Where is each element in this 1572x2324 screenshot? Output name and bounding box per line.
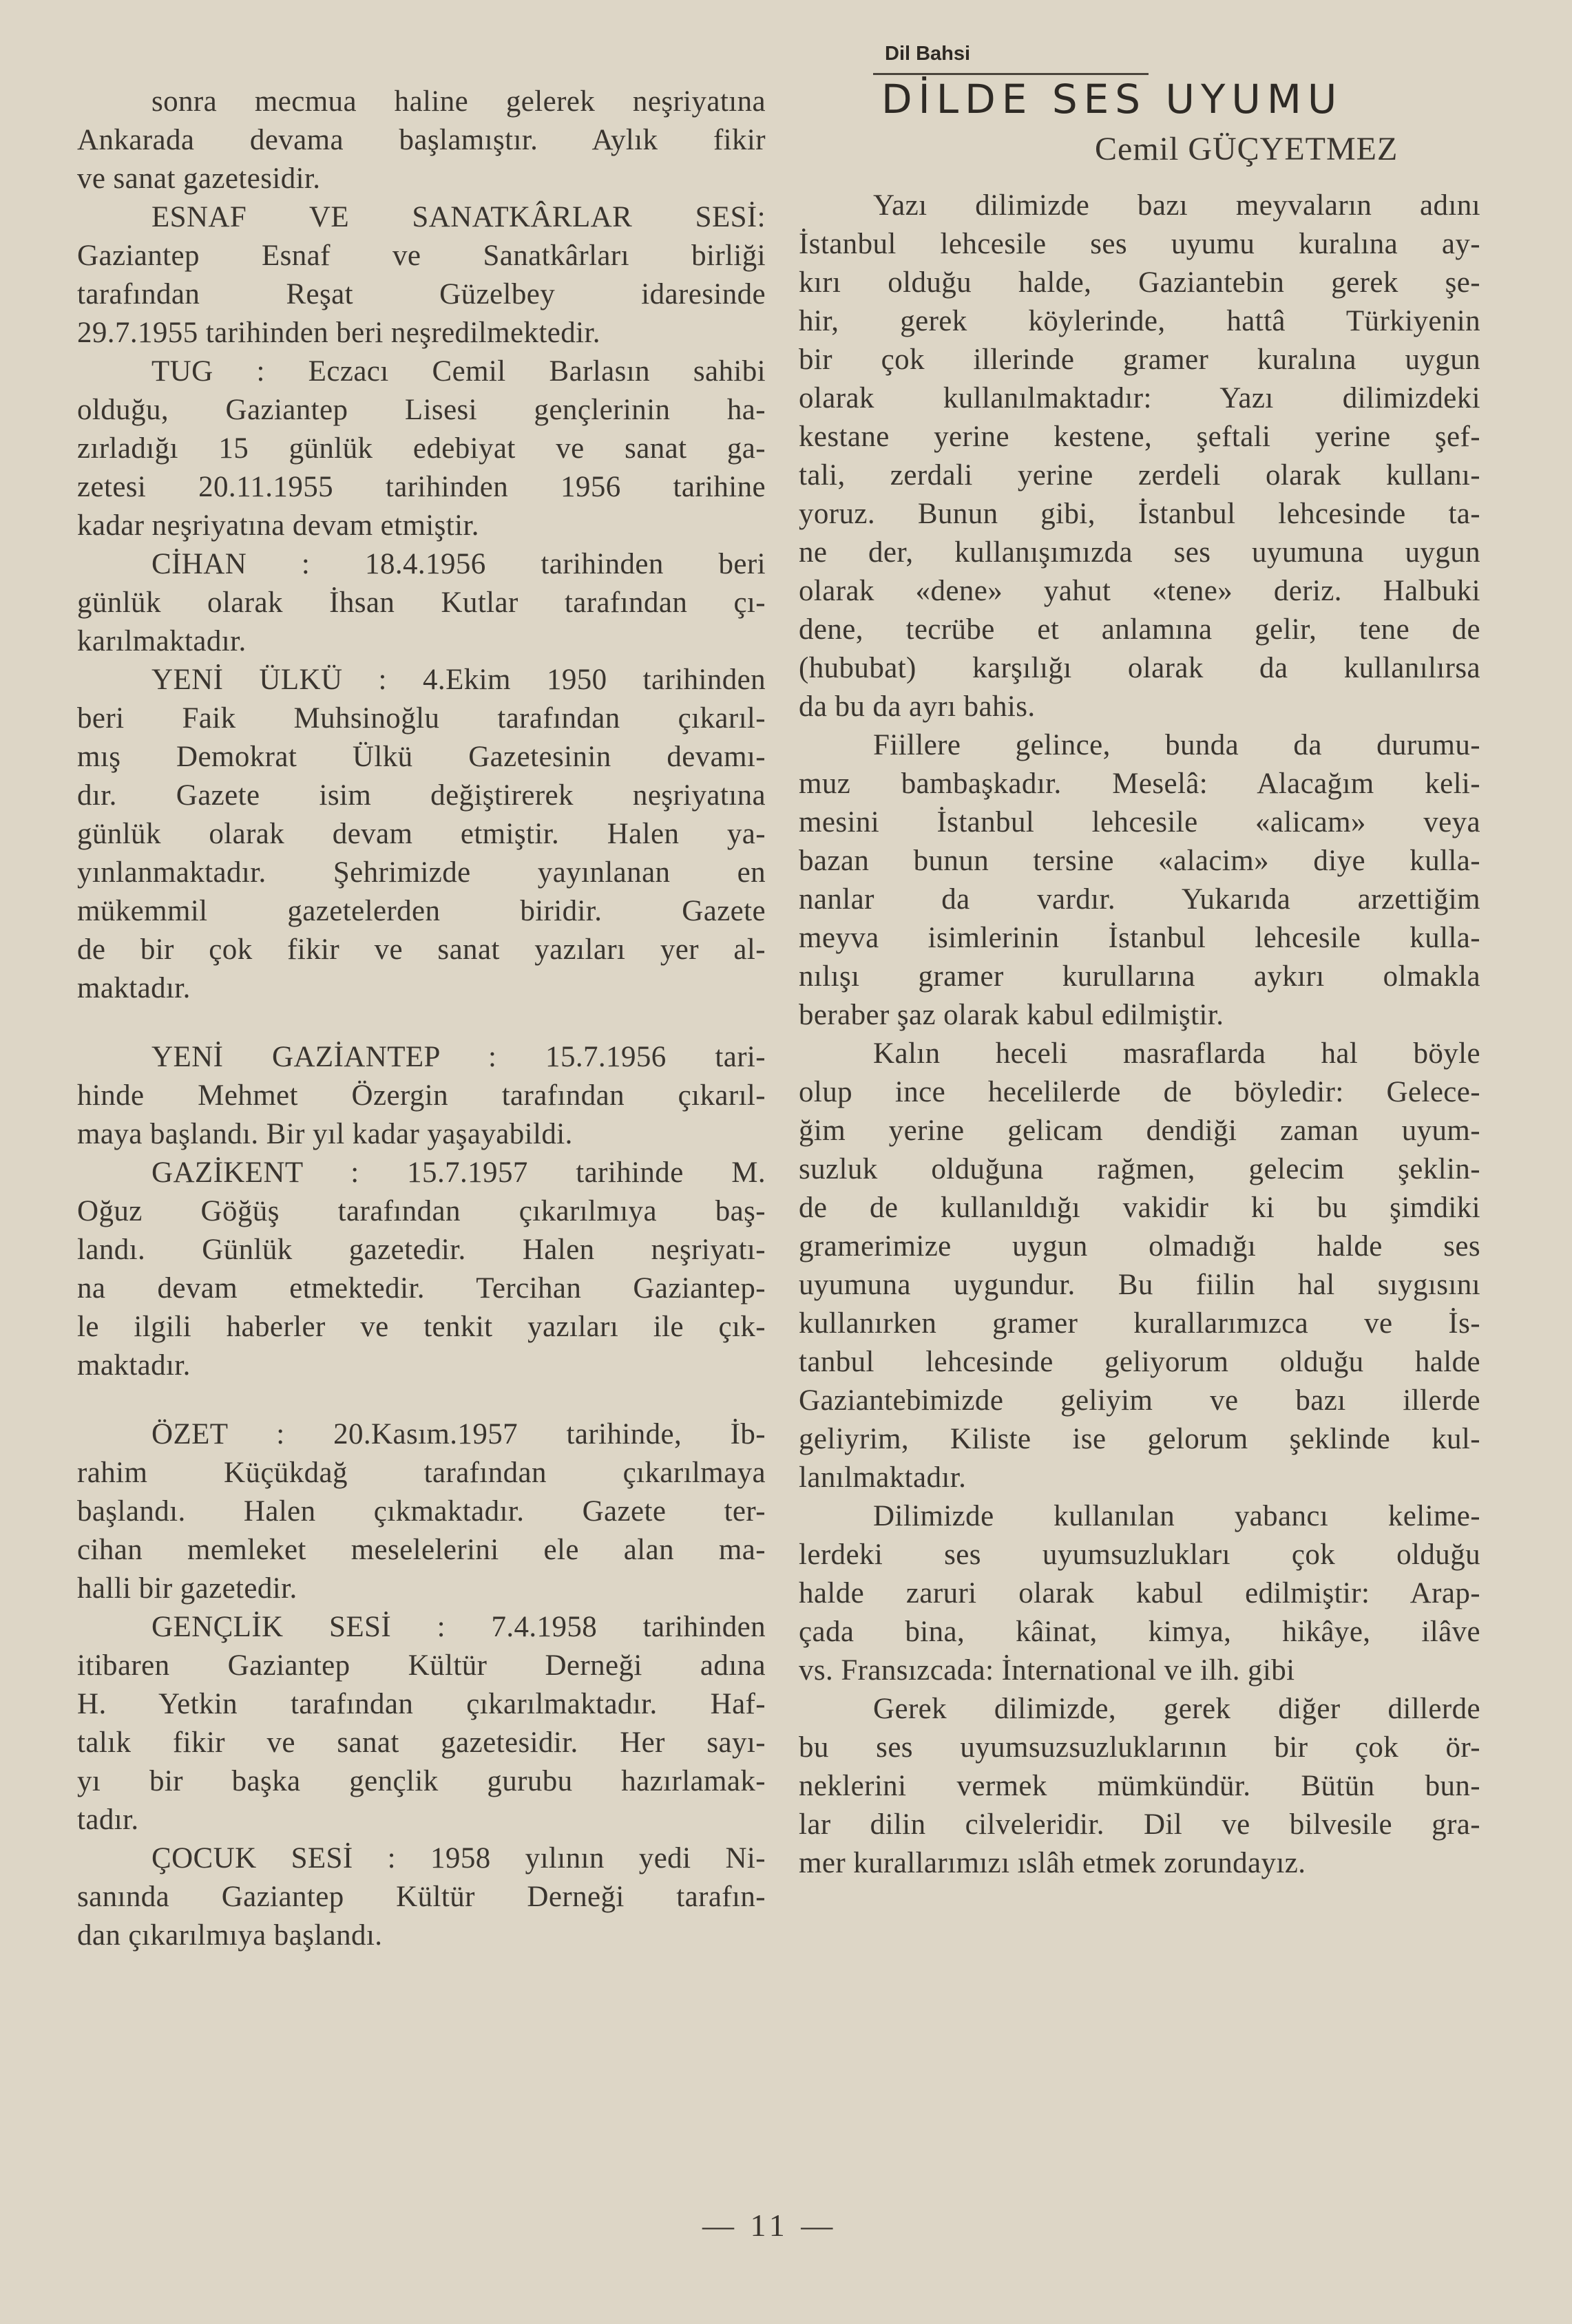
text-line: YENİ GAZİANTEP : 15.7.1956 tari-: [151, 1041, 766, 1073]
paragraph-gap: [77, 1385, 766, 1415]
text-line: GAZİKENT : 15.7.1957 tarihinde M.: [151, 1156, 766, 1189]
paragraph: [77, 1415, 766, 1608]
text-line: GENÇLİK SESİ : 7.4.1958 tarihinden: [151, 1611, 766, 1643]
text-line: dene, tecrübe et anlamına gelir, tene de: [799, 613, 1480, 646]
text-line: na devam etmektedir. Tercihan Gaziantep-: [77, 1272, 766, 1304]
text-line: ÖZET : 20.Kasım.1957 tarihinde, İb-: [151, 1418, 766, 1450]
paragraph: [77, 198, 766, 352]
text-line: lerdeki ses uyumsuzlukları çok olduğu: [799, 1539, 1480, 1571]
text-line: olduğu, Gaziantep Lisesi gençlerinin ha-: [77, 394, 766, 426]
text-line: de bir çok fikir ve sanat yazıları yer al-: [77, 933, 766, 966]
text-line: karılmaktadır.: [77, 625, 247, 657]
text-line: dan çıkarılmıya başlandı.: [77, 1919, 383, 1952]
text-line: nanlar da vardır. Yukarıda arzettiğim: [799, 883, 1480, 916]
text-line: yı bir başka gençlik gurubu hazırlamak-: [77, 1765, 766, 1797]
text-line: sonra mecmua haline gelerek neşriyatına: [151, 85, 766, 118]
paragraph: [77, 1839, 766, 1955]
text-line: bazan bunun tersine «alacim» diye kulla-: [799, 845, 1480, 877]
text-line: Gerek dilimizde, gerek diğer dillerde: [873, 1693, 1480, 1725]
text-line: olarak kullanılmaktadır: Yazı dilimizdeki: [799, 382, 1480, 414]
page-number: — 11 —: [702, 2208, 837, 2243]
text-line: sanında Gaziantep Kültür Derneği tarafın-: [77, 1881, 766, 1913]
text-line: zırladığı 15 günlük edebiyat ve sanat ga-: [77, 432, 766, 465]
section-label: Dil Bahsi: [885, 43, 971, 65]
text-line: kestane yerine kestene, şeftali yerine şef-: [799, 421, 1480, 453]
text-line: geliyrim, Kiliste ise gelorum şeklinde kul-: [799, 1423, 1480, 1455]
article-headline: DİLDE SES UYUMU: [881, 76, 1343, 123]
text-line: Dilimizde kullanılan yabancı kelime-: [873, 1500, 1480, 1532]
text-line: nılışı gramer kurullarına aykırı olmakla: [799, 960, 1480, 993]
text-line: de de kullanıldığı vakidir ki bu şimdiki: [799, 1192, 1480, 1224]
text-line: olup ince hecelilerde de böyledir: Gelece-: [799, 1076, 1480, 1108]
article-author: Cemil GÜÇYETMEZ: [1095, 131, 1398, 167]
text-line: hinde Mehmet Özergin tarafından çıkarıl-: [77, 1079, 766, 1112]
text-line: Gaziantep Esnaf ve Sanatkârları birliği: [77, 240, 766, 272]
text-line: itibaren Gaziantep Kültür Derneği adına: [77, 1649, 766, 1682]
text-line: kırı olduğu halde, Gaziantebin gerek şe-: [799, 266, 1480, 299]
text-line: Yazı dilimizde bazı meyvaların adını: [873, 189, 1480, 222]
text-line: talık fikir ve sanat gazetesidir. Her sayı-: [77, 1726, 766, 1759]
text-line: lar dilin cilveleridir. Dil ve bilvesile gra-: [799, 1808, 1480, 1841]
text-line: neklerini vermek mümkündür. Bütün bun-: [799, 1770, 1480, 1802]
text-line: tanbul lehcesinde geliyorum olduğu halde: [799, 1346, 1480, 1378]
text-line: dır. Gazete isim değiştirerek neşriyatına: [77, 779, 766, 812]
text-line: muz bambaşkadır. Meselâ: Alacağım keli-: [799, 768, 1480, 800]
text-line: lanılmaktadır.: [799, 1461, 967, 1494]
text-line: halli bir gazetedir.: [77, 1572, 297, 1605]
text-line: ve sanat gazetesidir.: [77, 162, 321, 195]
text-line: kadar neşriyatına devam etmiştir.: [77, 509, 479, 542]
paragraph: [799, 1035, 1480, 1497]
text-line: beri Faik Muhsinoğlu tarafından çıkarıl-: [77, 702, 766, 735]
paragraph: [77, 1038, 766, 1154]
right-column: [799, 41, 1480, 1883]
text-line: ÇOCUK SESİ : 1958 yılının yedi Ni-: [151, 1842, 766, 1874]
text-line: Gaziantebimizde geliyim ve bazı illerde: [799, 1384, 1480, 1417]
text-line: Fiillere gelince, bunda da durumu-: [873, 729, 1480, 761]
text-line: olarak «dene» yahut «tene» deriz. Halbuki: [799, 575, 1480, 607]
text-line: yınlanmaktadır. Şehrimizde yayınlanan en: [77, 856, 766, 889]
text-line: yoruz. Bunun gibi, İstanbul lehcesinde ta-: [799, 498, 1480, 530]
text-line: Ankarada devama başlamıştır. Aylık fikir: [77, 124, 766, 156]
text-line: maktadır.: [77, 972, 191, 1004]
text-line: YENİ ÜLKÜ : 4.Ekim 1950 tarihinden: [151, 664, 766, 696]
paragraph: [77, 1154, 766, 1385]
text-line: le ilgili haberler ve tenkit yazıları ile çık-: [77, 1311, 766, 1343]
paragraph: [799, 1497, 1480, 1690]
text-line: H. Yetkin tarafından çıkarılmaktadır. Haf-: [77, 1688, 766, 1720]
text-line: bu ses uyumsuzsuzluklarının bir çok ör-: [799, 1731, 1480, 1764]
text-line: halde zaruri olarak kabul edilmiştir: Arap-: [799, 1577, 1480, 1609]
text-line: rahim Küçükdağ tarafından çıkarılmaya: [77, 1457, 766, 1489]
text-line: (hububat) karşılığı olarak da kullanılırsa: [799, 652, 1480, 684]
paragraph: [77, 661, 766, 1008]
paragraph: [799, 726, 1480, 1035]
text-line: maktadır.: [77, 1349, 191, 1382]
text-line: bir çok illerinde gramer kuralına uygun: [799, 344, 1480, 376]
paragraph: [799, 187, 1480, 726]
text-line: ğim yerine gelicam dendiği zaman uyum-: [799, 1115, 1480, 1147]
text-line: landı. Günlük gazetedir. Halen neşriyatı-: [77, 1234, 766, 1266]
text-line: tali, zerdali yerine zerdeli olarak kullanı-: [799, 459, 1480, 492]
text-line: vs. Fransızcada: İnternational ve ilh. gibi: [799, 1654, 1295, 1687]
paragraph: [77, 1608, 766, 1839]
text-line: mesini İstanbul lehcesile «alicam» veya: [799, 806, 1480, 838]
left-column: [77, 83, 766, 1955]
text-line: 29.7.1955 tarihinden beri neşredilmektedir.: [77, 317, 600, 349]
text-line: meyva isimlerinin İstanbul lehcesile kulla-: [799, 922, 1480, 954]
text-line: uyumuna uygundur. Bu fiilin hal sıygısını: [799, 1269, 1480, 1301]
text-line: mükemmil gazetelerden biridir. Gazete: [77, 895, 766, 927]
paragraph: [77, 352, 766, 545]
text-line: TUG : Eczacı Cemil Barlasın sahibi: [151, 355, 766, 388]
article-body: [799, 187, 1480, 1883]
paragraph: [799, 1690, 1480, 1883]
text-line: ESNAF VE SANATKÂRLAR SESİ:: [151, 201, 766, 233]
text-line: gramerimize uygun olmadığı halde ses: [799, 1230, 1480, 1263]
text-line: tadır.: [77, 1804, 139, 1836]
paragraph: [77, 83, 766, 198]
text-line: günlük olarak İhsan Kutlar tarafından çı-: [77, 587, 766, 619]
text-line: CİHAN : 18.4.1956 tarihinden beri: [151, 548, 766, 580]
text-line: başlandı. Halen çıkmaktadır. Gazete ter-: [77, 1495, 766, 1528]
text-line: kullanırken gramer kurallarımızca ve İs-: [799, 1307, 1480, 1340]
text-line: maya başlandı. Bir yıl kadar yaşayabildi.: [77, 1118, 573, 1150]
text-line: Kalın heceli masraflarda hal böyle: [873, 1037, 1480, 1070]
text-line: mış Demokrat Ülkü Gazetesinin devamı-: [77, 741, 766, 773]
text-line: cihan memleket meselelerini ele alan ma-: [77, 1534, 766, 1566]
text-line: suzluk olduğuna rağmen, gelecim şeklin-: [799, 1153, 1480, 1185]
text-line: mer kurallarımızı ıslâh etmek zorundayız.: [799, 1847, 1306, 1879]
text-line: zetesi 20.11.1955 tarihinden 1956 tarihine: [77, 471, 766, 503]
text-line: tarafından Reşat Güzelbey idaresinde: [77, 278, 766, 310]
text-line: Oğuz Göğüş tarafından çıkarılmıya baş-: [77, 1195, 766, 1227]
text-line: günlük olarak devam etmiştir. Halen ya-: [77, 818, 766, 850]
text-line: çada bina, kâinat, kimya, hikâye, ilâve: [799, 1616, 1480, 1648]
paragraph: [77, 545, 766, 661]
paragraph-gap: [77, 1008, 766, 1038]
text-line: hir, gerek köylerinde, hattâ Türkiyenin: [799, 305, 1480, 337]
text-line: İstanbul lehcesile ses uyumu kuralına ay-: [799, 228, 1480, 260]
text-line: beraber şaz olarak kabul edilmiştir.: [799, 999, 1224, 1031]
text-line: da bu da ayrı bahis.: [799, 690, 1036, 723]
text-line: ne der, kullanışımızda ses uyumuna uygun: [799, 536, 1480, 569]
